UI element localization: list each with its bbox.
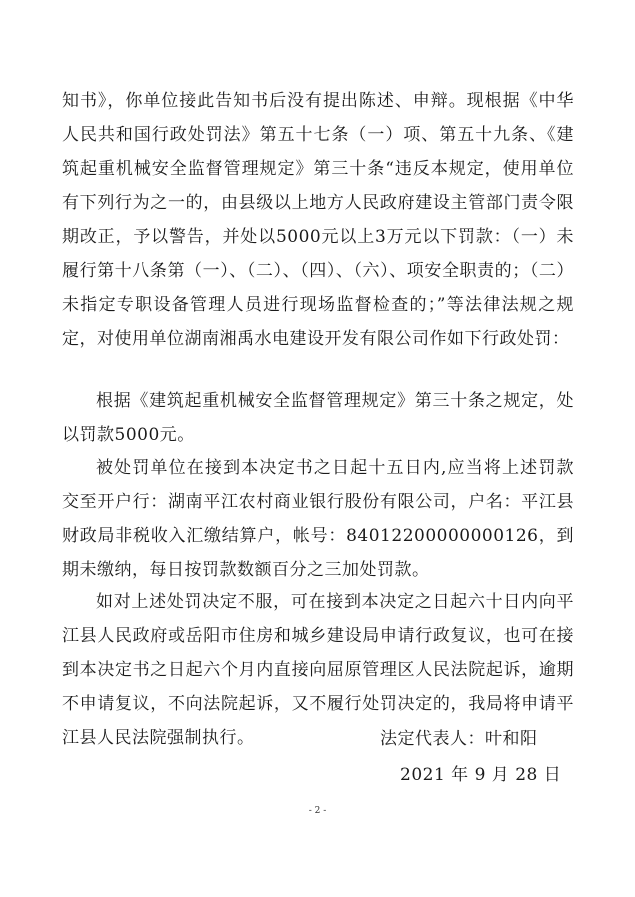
- document-date: 2021 年 9 月 28 日: [400, 765, 562, 785]
- paragraph-payment-instructions: 被处罚单位在接到本决定书之日起十五日内,应当将上述罚款交至开户行：湖南平江农村商业银行股份有限公司，户名：平江县财政局非税收入汇缴结算户，帐号：84012200000000126，到期未缴纳，每日按罚款数额百分之三加处罚款。: [62, 458, 574, 580]
- paragraph-penalty-decision: 根据《建筑起重机械安全监督管理规定》第三十条之规定，处以罚款5000元。: [62, 391, 574, 445]
- legal-representative: 法定代表人：叶和阳: [380, 729, 538, 749]
- page-number: - 2 -: [308, 806, 327, 816]
- paragraph-penalty-basis: 知书》，你单位接此告知书后没有提出陈述、申辩。现根据《中华人民共和国行政处罚法》第五十七条（一）项、第五十九条、《建筑起重机械安全监督管理规定》第三十条“违反本规定，使用单位有下列行为之一的，由县级以上地方人民政府建设主管部门责令限期改正，予以警告，并处以5000元以上3万元以下罚款：（一）未履行第十八条第（一）、（二）、（四）、（六）、项安全职责的；（二）未指定专职设备管理人员进行现场监督检查的；”等法律法规之规定，对使用单位湖南湘禹水电建设开发有限公司作如下行政处罚：: [62, 91, 574, 349]
- paragraph-appeal-rights: 如对上述处罚决定不服，可在接到本决定之日起六十日内向平江县人民政府或岳阳市住房和城乡建设局申请行政复议，也可在接到本决定书之日起六个月内直接向屈原管理区人民法院起诉，逾期不申请复议，不向法院起诉，又不履行处罚决定的，我局将申请平江县人民法院强制执行。: [62, 592, 574, 748]
